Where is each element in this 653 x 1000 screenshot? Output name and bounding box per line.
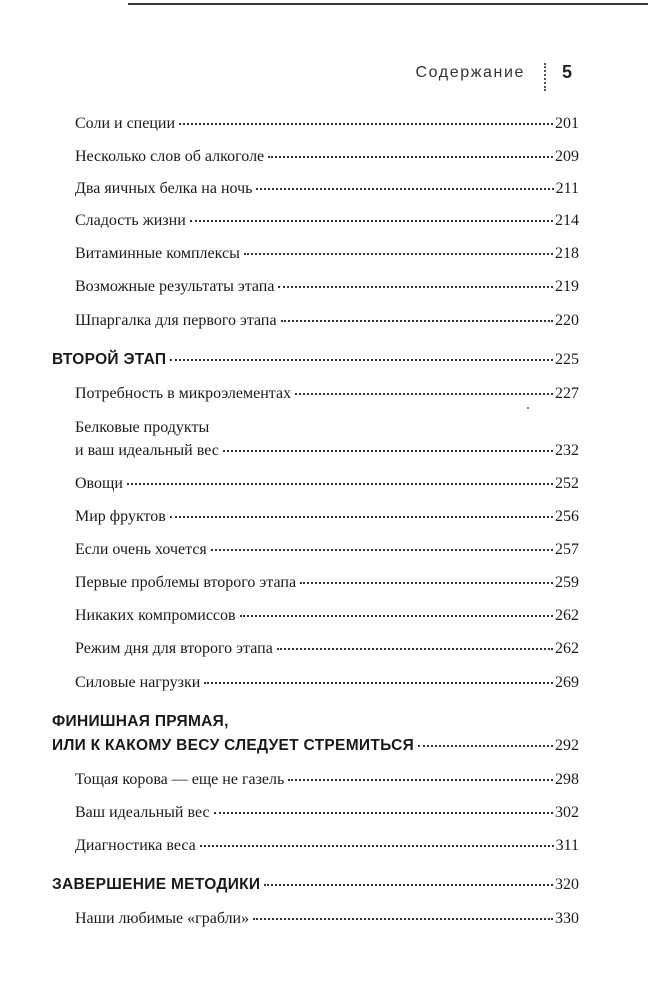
toc-entry-page: 252 bbox=[555, 475, 579, 492]
print-speck bbox=[527, 407, 529, 409]
toc-entry-title-line1: Белковые продукты bbox=[75, 419, 210, 436]
toc-entry-title: Несколько слов об алкоголе bbox=[75, 148, 265, 165]
toc-entry-title: Диагностика веса bbox=[75, 837, 196, 854]
toc-entry-title: Потребность в микроэлементах bbox=[75, 385, 292, 402]
toc-entry-title: Сладость жизни bbox=[75, 212, 186, 229]
toc-entry-page: 232 bbox=[555, 442, 579, 459]
toc-entry-page: 211 bbox=[555, 180, 579, 197]
toc-entry-title: Если очень хочется bbox=[75, 541, 207, 558]
dot-leader bbox=[418, 743, 553, 747]
toc-entry-page: 209 bbox=[555, 148, 579, 165]
dot-leader bbox=[288, 777, 553, 781]
toc-section-title: ВТОРОЙ ЭТАП bbox=[52, 351, 167, 368]
toc-entry-page: 292 bbox=[555, 737, 579, 754]
toc-entry-page: 298 bbox=[555, 771, 579, 788]
dot-leader bbox=[179, 121, 553, 125]
toc-entry-page: 225 bbox=[555, 351, 579, 368]
toc-entry-page: 214 bbox=[555, 212, 579, 229]
toc-entry-page: 219 bbox=[555, 278, 579, 295]
toc-entry-page: 330 bbox=[555, 910, 579, 927]
toc-entry-title: Тощая корова — еще не газель bbox=[75, 771, 285, 788]
dot-leader bbox=[264, 882, 553, 886]
toc-entry-page: 302 bbox=[555, 804, 579, 821]
toc-entry-title: Соли и специи bbox=[75, 115, 176, 132]
dot-leader bbox=[170, 514, 553, 518]
toc-entry-title: Первые проблемы второго этапа bbox=[75, 574, 297, 591]
toc-section-title-line1: ФИНИШНАЯ ПРЯМАЯ, bbox=[52, 713, 229, 730]
toc-entry-title: Мир фруктов bbox=[75, 508, 166, 525]
toc-entry-page: 218 bbox=[555, 245, 579, 262]
toc-section-title: ЗАВЕРШЕНИЕ МЕТОДИКИ bbox=[52, 876, 261, 893]
toc-entry-title: Силовые нагрузки bbox=[75, 674, 201, 691]
toc-entry-page: 311 bbox=[555, 837, 579, 854]
toc-entry-title: Режим дня для второго этапа bbox=[75, 640, 273, 657]
dot-leader bbox=[200, 843, 554, 847]
toc-entry-page: 201 bbox=[555, 115, 579, 132]
dot-leader bbox=[268, 154, 553, 158]
dot-leader bbox=[300, 580, 553, 584]
dot-leader bbox=[244, 251, 553, 255]
dot-leader bbox=[204, 680, 553, 684]
dot-leader bbox=[278, 284, 553, 288]
toc-entry-title: Ваш идеальный вес bbox=[75, 804, 210, 821]
dot-leader bbox=[127, 481, 553, 485]
page-number: 5 bbox=[562, 62, 573, 82]
toc-entry-title: и ваш идеальный вес bbox=[75, 442, 219, 459]
toc-entry-page: 262 bbox=[555, 607, 579, 624]
toc-entry-title: Шпаргалка для первого этапа bbox=[75, 312, 277, 329]
toc-entry-page: 227 bbox=[555, 385, 579, 402]
toc-entry-title: Возможные результаты этапа bbox=[75, 278, 275, 295]
running-head-title: Содержание bbox=[415, 64, 525, 81]
toc-entry-page: 262 bbox=[555, 640, 579, 657]
dot-leader bbox=[281, 318, 553, 322]
dot-leader bbox=[256, 186, 553, 190]
dot-leader bbox=[277, 646, 553, 650]
dot-leader bbox=[170, 357, 553, 361]
dot-leader bbox=[295, 391, 553, 395]
toc-entry-page: 320 bbox=[555, 876, 579, 893]
toc-entry-title: Два яичных белка на ночь bbox=[75, 180, 253, 197]
dot-leader bbox=[240, 613, 553, 617]
dot-leader bbox=[214, 810, 553, 814]
toc-entry-title: Никаких компромиссов bbox=[75, 607, 236, 624]
dot-leader bbox=[253, 916, 553, 920]
dot-leader bbox=[190, 218, 553, 222]
toc-entry-page: 259 bbox=[555, 574, 579, 591]
dot-leader bbox=[223, 448, 553, 452]
toc-section-title: ИЛИ К КАКОМУ ВЕСУ СЛЕДУЕТ СТРЕМИТЬСЯ bbox=[52, 737, 415, 754]
toc-entry-title: Витаминные комплексы bbox=[75, 245, 240, 262]
toc-entry-page: 269 bbox=[555, 674, 579, 691]
toc-entry-page: 220 bbox=[555, 312, 579, 329]
toc-entry-title: Овощи bbox=[75, 475, 123, 492]
toc-entry-page: 257 bbox=[555, 541, 579, 558]
toc-entry-title: Наши любимые «грабли» bbox=[75, 910, 250, 927]
dot-leader bbox=[211, 547, 553, 551]
toc-entry-page: 256 bbox=[555, 508, 579, 525]
